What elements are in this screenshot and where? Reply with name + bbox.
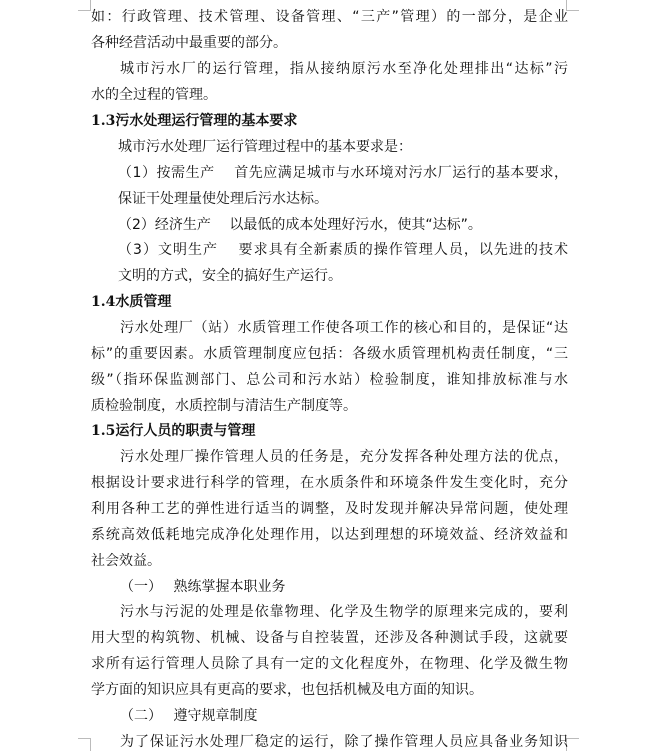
text-line: 各种经营活动中最重要的部分。 [91, 35, 287, 51]
text-line: 文明的方式，安全的搞好生产运行。 [118, 268, 342, 284]
text-line: 标”的重要因素。水质管理制度应包括：各级水质管理机构责任制度，“三 [91, 346, 568, 362]
subsection-heading: （一） 熟练掌握本职业务 [120, 579, 286, 595]
text-line: 社会效益。 [91, 553, 161, 569]
text-line: 污水处理厂操作管理人员的任务是，充分发挥各种处理方法的优点， [120, 449, 568, 465]
text-line: 系统高效低耗地完成净化处理作用，以达到理想的环境效益、经济效益和 [91, 527, 568, 543]
text-line: （2）经济生产 以最低的成本处理好污水，使其“达标”。 [118, 217, 482, 233]
text-line: 城市污水处理厂运行管理过程中的基本要求是： [118, 139, 412, 155]
text-line: 污水与污泥的处理是依靠物理、化学及生物学的原理来完成的，要利 [120, 604, 568, 620]
text-line: 级”（指环保监测部门、总公司和污水站）检验制度，谁知排放标准与水 [91, 372, 568, 388]
section-heading: 1.5运行人员的职责与管理 [91, 423, 256, 439]
text-line: 求所有运行管理人员除了具有一定的文化程度外，在物理、化学及微生物 [91, 656, 568, 672]
text-line: 用大型的构筑物、机械、设备与自控装置，还涉及各种测试手段，这就要 [91, 630, 568, 646]
text-line: （1）按需生产 首先应满足城市与水环境对污水厂运行的基本要求， [118, 165, 568, 181]
text-line: 城市污水厂的运行管理，指从接纳原污水至净化处理排出“达标”污 [120, 61, 568, 77]
text-line: 根据设计要求进行科学的管理，在水质条件和环境条件发生变化时，充分 [91, 475, 568, 491]
text-line: 为了保证污水处理厂稳定的运行，除了操作管理人员应具备业务知识 [120, 734, 568, 750]
section-heading: 1.4水质管理 [91, 294, 172, 310]
text-line: 保证干处理量使处理后污水达标。 [118, 191, 328, 207]
margin-mark-bottom-left [78, 738, 91, 751]
text-line: 如：行政管理、技术管理、设备管理、“三产”管理）的一部分，是企业 [91, 9, 568, 25]
text-line: （3）文明生产 要求具有全新素质的操作管理人员，以先进的技术 [118, 242, 568, 258]
text-line: 污水处理厂（站）水质管理工作使各项工作的核心和目的，是保证“达 [120, 320, 568, 336]
text-line: 学方面的知识应具有更高的要求，也包括机械及电方面的知识。 [91, 682, 483, 698]
text-line: 水的全过程的管理。 [91, 87, 217, 103]
margin-mark-top-left [78, 0, 91, 11]
subsection-heading: （二） 遵守规章制度 [120, 708, 258, 724]
text-line: 利用各种工艺的弹性进行适当的调整，及时发现并解决异常问题，使处理 [91, 501, 568, 517]
text-line: 质检验制度，水质控制与清洁生产制度等。 [91, 398, 357, 414]
section-heading: 1.3污水处理运行管理的基本要求 [91, 113, 298, 129]
